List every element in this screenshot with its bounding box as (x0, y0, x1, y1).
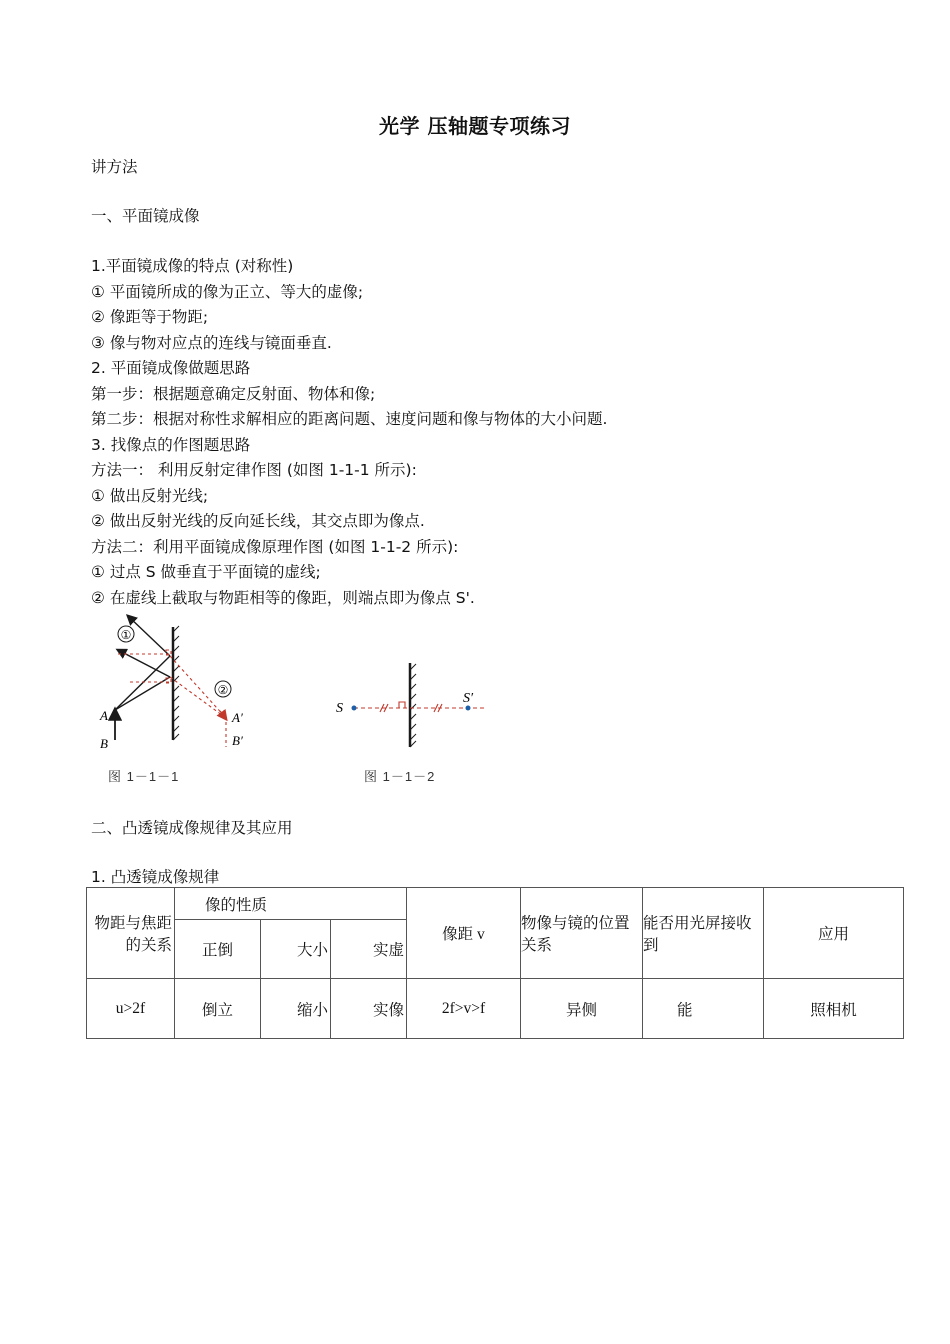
table-header-row (87, 888, 904, 920)
cell-type: 实像 (331, 979, 407, 1039)
figure-reflection-diagram (90, 612, 260, 762)
header-orientation: 正倒 (175, 920, 261, 979)
page-title: 光学 压轴题专项练习 (379, 114, 571, 138)
mirror-icon (410, 663, 416, 747)
ray-label-2: ② (217, 683, 229, 697)
feature-item-2: ② 像距等于物距; (91, 308, 209, 326)
cell-position: 异侧 (521, 979, 643, 1039)
header-size: 大小 (261, 920, 331, 979)
point-label-a: A (100, 708, 108, 723)
header-application: 应用 (764, 888, 904, 979)
point-label-a-image: A′ (232, 710, 243, 725)
figure-caption-1: 图 1－1－1 (108, 769, 180, 784)
subheading-drawing: 3. 找像点的作图题思路 (91, 436, 251, 454)
section-heading-convex-lens: 二、凸透镜成像规律及其应用 (91, 819, 293, 837)
method-1: 方法一： 利用反射定律作图 (如图 1-1-1 所示): (91, 461, 417, 479)
point-label-b-image: B′ (232, 733, 243, 748)
feature-item-3: ③ 像与物对应点的连线与镜面垂直. (91, 334, 332, 352)
cell-image-distance: 2f>v>f (407, 979, 521, 1039)
header-relation: 物距与焦距的关系 (87, 888, 175, 979)
cell-application: 照相机 (764, 979, 904, 1039)
lens-rules-table (86, 887, 904, 1039)
point-s-image (466, 706, 471, 711)
figure-caption-2: 图 1－1－2 (364, 769, 436, 784)
mirror-icon (173, 626, 179, 740)
table-row (87, 979, 904, 1039)
method-1-item-2: ② 做出反射光线的反向延长线，其交点即为像点. (91, 512, 425, 530)
subheading-features: 1.平面镜成像的特点 (对称性) (91, 257, 294, 275)
point-label-s: S (336, 701, 343, 716)
feature-item-1: ① 平面镜所成的像为正立、等大的虚像; (91, 283, 364, 301)
figure-symmetry-diagram (330, 660, 495, 750)
method-2-item-1: ① 过点 S 做垂直于平面镜的虚线; (91, 563, 321, 581)
point-s (352, 706, 357, 711)
step-1: 第一步：根据题意确定反射面、物体和像; (91, 385, 376, 403)
point-label-b: B (100, 736, 108, 751)
section-label-method: 讲方法 (91, 158, 138, 176)
cell-orientation: 倒立 (175, 979, 261, 1039)
section-heading-plane-mirror: 一、平面镜成像 (91, 207, 200, 225)
subheading-lens-rules: 1. 凸透镜成像规律 (91, 868, 220, 886)
header-type: 实虚 (331, 920, 407, 979)
cell-screen: 能 (643, 979, 764, 1039)
cell-size: 缩小 (261, 979, 331, 1039)
header-position: 物像与镜的位置关系 (521, 888, 643, 979)
method-2: 方法二：利用平面镜成像原理作图 (如图 1-1-2 所示): (91, 538, 459, 556)
header-image-distance: 像距 v (407, 888, 521, 979)
cell-relation: u>2f (87, 979, 175, 1039)
ray-label-1: ① (120, 628, 132, 642)
method-2-item-2: ② 在虚线上截取与物距相等的像距，则端点即为像点 S'. (91, 589, 475, 607)
point-label-s-image: S′ (463, 691, 474, 706)
header-image-props: 像的性质 (175, 888, 407, 920)
header-screen: 能否用光屏接收到 (643, 888, 764, 979)
method-1-item-1: ① 做出反射光线; (91, 487, 209, 505)
step-2: 第二步：根据对称性求解相应的距离问题、速度问题和像与物体的大小问题. (91, 410, 608, 428)
subheading-approach: 2. 平面镜成像做题思路 (91, 359, 251, 377)
